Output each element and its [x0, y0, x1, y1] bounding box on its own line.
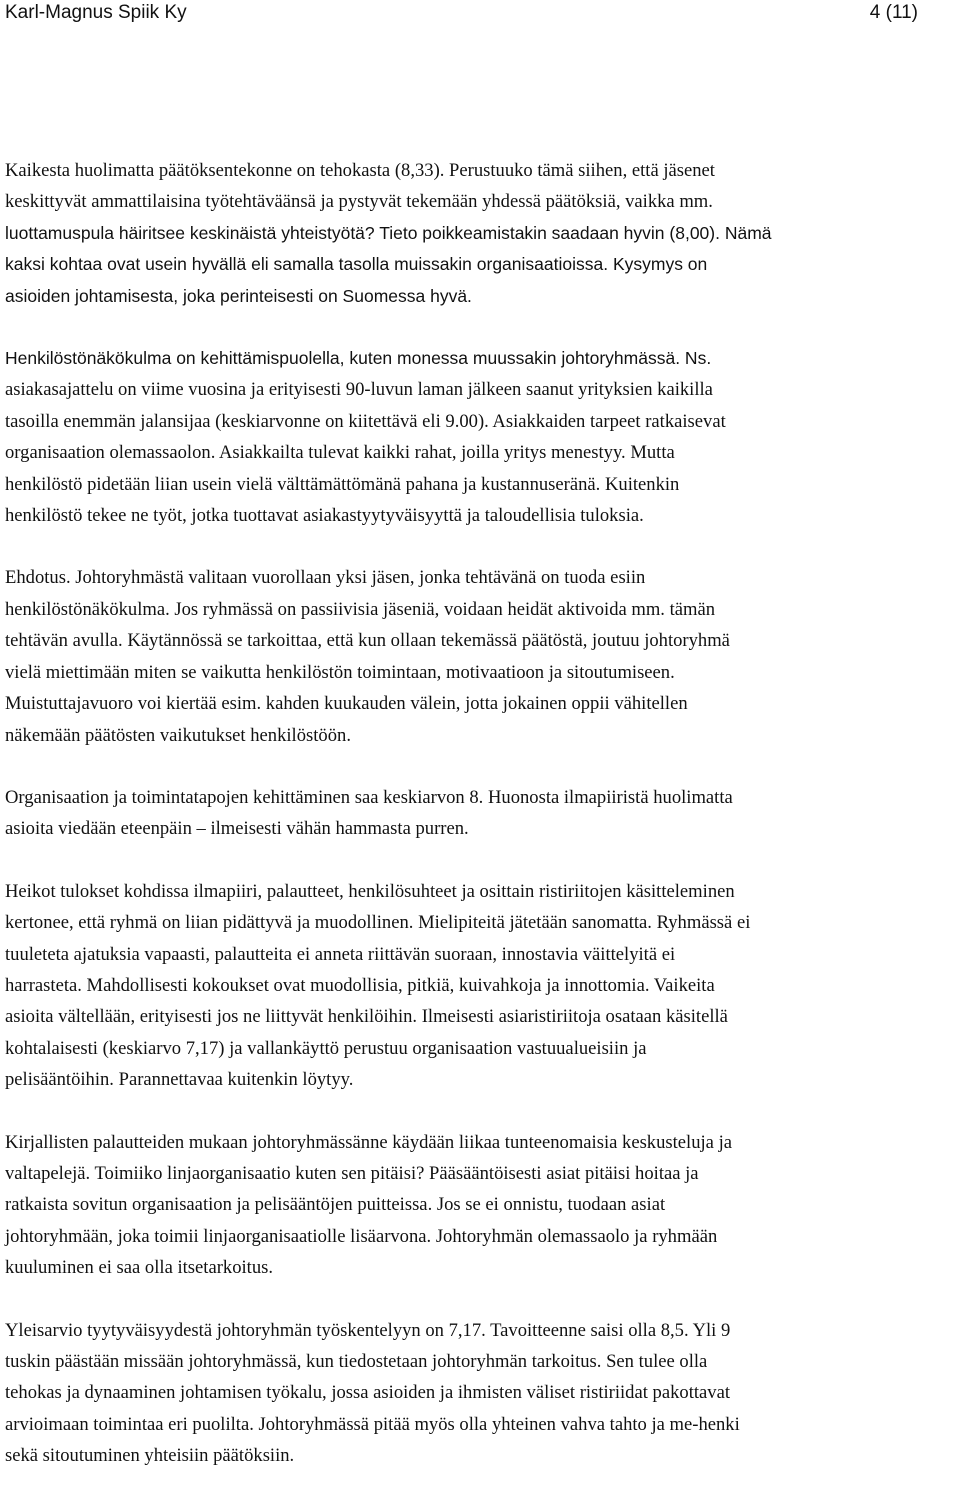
text-line: johtoryhmään, joka toimii linjaorganisaatiolle lisäarvona. Johtoryhmän olemassaolo ja ryhmään [5, 1225, 718, 1247]
text-line: pelisääntöihin. Parannettavaa kuitenkin löytyy. [5, 1069, 354, 1091]
text-line: arvioimaan toimintaa eri puolilta. Johtoryhmässä pitää myös olla yhteinen vahva tahto ja me-henki [5, 1413, 740, 1435]
paragraph [5, 1315, 960, 1472]
text-line: vielä miettimään miten se vaikutta henkilöstön toimintaan, motivaatioon ja sitoutumiseen. [5, 661, 675, 683]
paragraph [5, 1127, 960, 1284]
paragraph [5, 782, 960, 845]
text-line: kertonee, että ryhmä on liian pidättyvä ja muodollinen. Mielipiteitä jätetään sanomatta. Ryhmässä ei [5, 912, 751, 934]
text-line: asioiden johtamisesta, joka perinteisesti on Suomessa hyvä. [5, 285, 472, 306]
text-line: henkilöstönäkökulma. Jos ryhmässä on passiivisia jäseniä, voidaan heidät aktivoida mm. tämän [5, 598, 716, 620]
text-line: kuuluminen ei saa olla itsetarkoitus. [5, 1257, 274, 1279]
text-line: Kaikesta huolimatta päätöksentekonne on tehokasta (8,33). Perustuuko tämä siihen, että jäsenet [5, 160, 715, 181]
text-line: asioita vältellään, erityisesti jos ne liittyvät henkilöihin. Ilmeisesti asiaristiriitoja osataan käsitellä [5, 1006, 728, 1028]
text-line: kohtalaisesti (keskiarvo 7,17) ja vallankäyttö perustuu organisaation vastuualueisiin ja [5, 1037, 647, 1059]
text-line: tuuleteta ajatuksia vapaasti, palautteita ei anneta riittävän suoraan, innostavia väittelyitä ei [5, 943, 676, 965]
document-body [5, 155, 960, 1503]
text-line: näkemään päätösten vaikutukset henkilöstöön. [5, 724, 351, 746]
text-line: Henkilöstönäkökulma on kehittämispuolella, kuten monessa muussakin johtoryhmässä. Ns. [5, 348, 712, 369]
page-number: 4 (11) [869, 2, 918, 23]
text-line: ratkaista sovitun organisaation ja pelisääntöjen puitteissa. Jos se ei onnistu, tuodaan asiat [5, 1194, 666, 1216]
text-line: luottamuspula häiritsee keskinäistä yhteistyötä? Tieto poikkeamistakin saadaan hyvin (8,00). Nämä [5, 222, 772, 243]
text-line: asiakasajattelu on viime vuosina ja erityisesti 90-luvun laman jälkeen saanut yrityksien kaikilla [5, 379, 713, 401]
text-line: keskittyvät ammattilaisina työtehtäväänsä ja pystyvät tekemään yhdessä päätöksiä, vaikka mm. [5, 191, 713, 213]
text-line: harrasteta. Mahdollisesti kokoukset ovat muodollisia, pitkiä, kuivahkoja ja innottomia. Vaikeita [5, 974, 715, 996]
text-line: tuskin päästään missään johtoryhmässä, kun tiedostetaan johtoryhmän tarkoitus. Sen tulee olla [5, 1351, 708, 1372]
text-line: henkilöstö tekee ne työt, jotka tuottavat asiakastyytyväisyyttä ja taloudellisia tuloksia. [5, 505, 644, 527]
text-line: organisaation olemassaolon. Asiakkailta tulevat kaikki rahat, joilla yritys menestyy. Mutta [5, 442, 675, 464]
text-line: Heikot tulokset kohdissa ilmapiiri, palautteet, henkilösuhteet ja osittain ristiriitojen käsitteleminen [5, 880, 735, 902]
paragraph [5, 343, 960, 531]
text-line: valtapelejä. Toimiiko linjaorganisaatio kuten sen pitäisi? Pääsääntöisesti asiat pitäisi hoitaa ja [5, 1162, 699, 1184]
text-line: kaksi kohtaa ovat usein hyvällä eli samalla tasolla muissakin organisaatioissa. Kysymys on [5, 254, 708, 275]
text-line: Yleisarvio tyytyväisyydestä johtoryhmän työskentelyyn on 7,17. Tavoitteenne saisi olla 8,5. Yli 9 [5, 1319, 731, 1341]
text-line: tehokas ja dynaaminen johtamisen työkalu, jossa asioiden ja ihmisten väliset ristiriidat pakottavat [5, 1382, 730, 1404]
company-name: Karl-Magnus Spiik Ky [5, 2, 187, 23]
text-line: Organisaation ja toimintatapojen kehittäminen saa keskiarvon 8. Huonosta ilmapiiristä huolimatta [5, 786, 733, 808]
text-line: tasoilla enemmän jalansijaa (keskiarvonne on kiitettävä eli 9.00). Asiakkaiden tarpeet ratkaisevat [5, 410, 726, 432]
text-line: henkilöstö pidetään liian usein vielä välttämättömänä pahana ja kustannuseränä. Kuitenkin [5, 473, 680, 495]
text-line: asioita viedään eteenpäin – ilmeisesti vähän hammasta purren. [5, 818, 469, 840]
text-line: sekä sitoutuminen yhteisiin päätöksiin. [5, 1445, 295, 1467]
text-line: Ehdotus. Johtoryhmästä valitaan vuorollaan yksi jäsen, jonka tehtävänä on tuoda esiin [5, 567, 646, 589]
text-line: tehtävän avulla. Käytännössä se tarkoittaa, että kun ollaan tekemässä päätöstä, joutuu johtoryhmä [5, 630, 730, 652]
text-line: Kirjallisten palautteiden mukaan johtoryhmässänne käydään liikaa tunteenomaisia keskusteluja ja [5, 1131, 732, 1153]
paragraph [5, 876, 960, 1096]
page-header [5, 2, 918, 26]
paragraph [5, 155, 960, 312]
paragraph [5, 562, 960, 750]
text-line: Muistuttajavuoro voi kiertää esim. kahden kuukauden välein, jotta jokainen oppii vähitellen [5, 693, 688, 715]
